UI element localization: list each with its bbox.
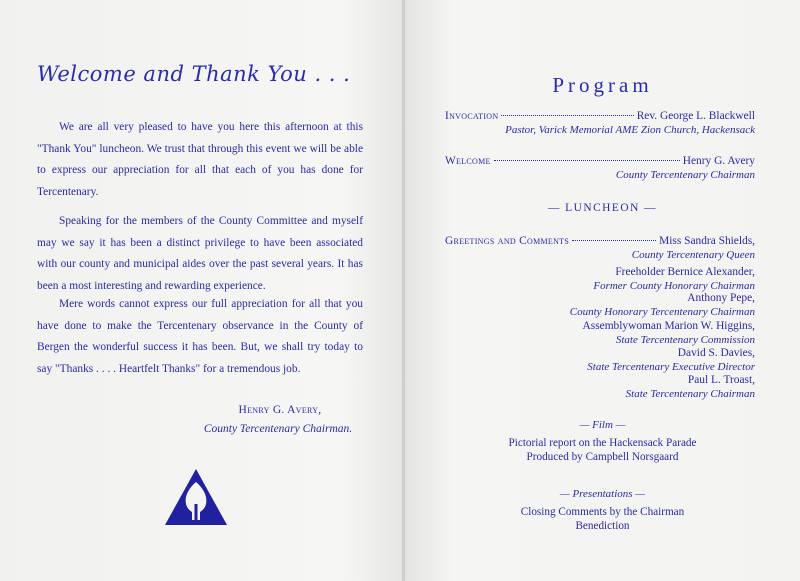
- program-title: Program: [552, 73, 653, 97]
- tercentenary-tree-logo-icon: [164, 468, 228, 526]
- welcome-paragraph-1: We are all very pleased to have you here this afternoon at this "Thank You" luncheon. We trust that through this event we will be able to express our appreciation for all that each of you has done for Tercentenary.: [37, 121, 363, 198]
- signer-title: County Tercentenary Chairman.: [203, 423, 353, 435]
- film-line: Produced by Campbell Norsgaard: [526, 451, 679, 463]
- welcome-person: Henry G. Avery: [682, 155, 755, 167]
- speaker-name: Paul L. Troast,: [687, 374, 755, 386]
- dot-leader: [572, 240, 656, 241]
- film-line: Pictorial report on the Hackensack Parade: [508, 437, 697, 449]
- invocation-label: Invocation: [445, 110, 499, 122]
- speaker-name: Assemblywoman Marion W. Higgins,: [582, 320, 755, 332]
- welcome-label: Welcome: [445, 155, 491, 167]
- speaker-name: Anthony Pepe,: [687, 292, 755, 304]
- speaker-name: Miss Sandra Shields,: [659, 235, 755, 247]
- luncheon-heading: — LUNCHEON —: [547, 202, 658, 214]
- presentations-line: Closing Comments by the Chairman: [520, 506, 685, 518]
- speaker-name: David S. Davies,: [677, 347, 755, 359]
- welcome-paragraph-2: Speaking for the members of the County Committee and myself may we say it has been a distinct privilege to have been associated with our county and municipal aides over the past several years. It has been a most interesting and rewarding experience.: [37, 215, 363, 292]
- welcome-paragraph-3: Mere words cannot express our full appreciation for all that you have done to make the Tercentenary observance in the County of Bergen the wonderful success it has been. But, we shall try today to say "Thanks . . . . Heartfelt Thanks" for a tremendous job.: [37, 298, 363, 375]
- presentations-line: Benediction: [575, 520, 630, 532]
- speaker-role: State Tercentenary Executive Director: [587, 361, 755, 373]
- welcome-title: Welcome and Thank You . . .: [37, 62, 351, 86]
- speaker-role: State Tercentenary Commission: [615, 334, 755, 346]
- welcome-role: County Tercentenary Chairman: [615, 169, 755, 181]
- speaker-role: County Honorary Tercentenary Chairman: [569, 306, 755, 318]
- greetings-label: Greetings and Comments: [445, 235, 570, 247]
- speaker-name: Freeholder Bernice Alexander,: [615, 266, 755, 278]
- invocation-role: Pastor, Varick Memorial AME Zion Church, Hackensack: [505, 124, 755, 136]
- dot-leader: [494, 160, 680, 161]
- program-item-invocation: [445, 110, 755, 122]
- right-page: [405, 0, 800, 581]
- film-heading: — Film —: [579, 419, 626, 431]
- dot-leader: [501, 115, 633, 116]
- invocation-person: Rev. George L. Blackwell: [636, 110, 755, 122]
- presentations-heading: — Presentations —: [559, 488, 646, 500]
- program-item-greetings: [445, 235, 755, 247]
- speaker-role: State Tercentenary Chairman: [625, 388, 755, 400]
- speaker-role: Former County Honorary Chairman: [593, 280, 755, 292]
- speaker-role: County Tercentenary Queen: [631, 249, 755, 261]
- signer-name: Henry G. Avery,: [238, 404, 322, 416]
- program-item-welcome: [445, 155, 755, 167]
